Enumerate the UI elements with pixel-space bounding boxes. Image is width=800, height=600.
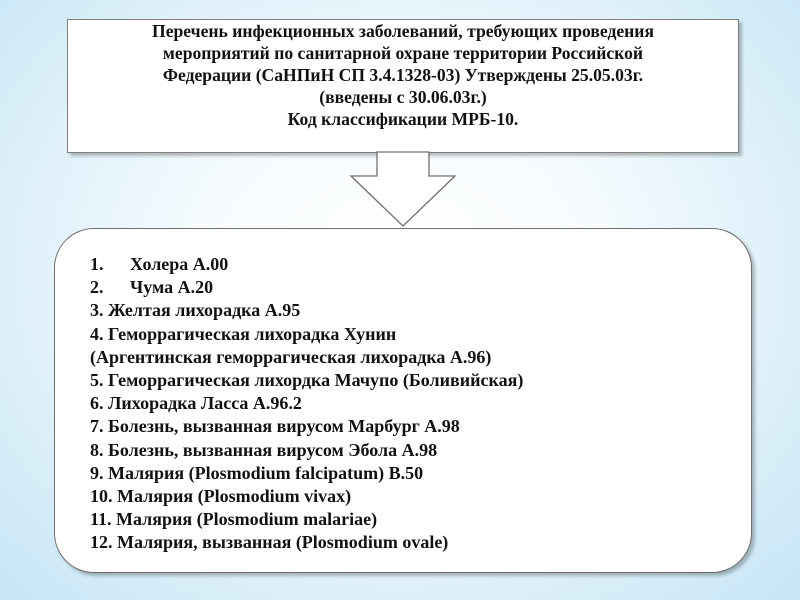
list-item: 7. Болезнь, вызванная вирусом Марбург А.98 — [90, 416, 460, 437]
list-item: 5. Геморрагическая лихордка Мачупо (Боливийская) — [90, 370, 524, 391]
list-item: (Аргентинская геморрагическая лихорадка А.96) — [90, 346, 492, 367]
list-item: 4. Геморрагическая лихорадка Хунин — [90, 323, 397, 344]
list-item: 12. Малярия, вызванная (Plosmodium ovale) — [90, 532, 449, 553]
header-line: (введены с 30.06.03г.) — [319, 87, 487, 107]
list-item-text: Холера А.00 — [130, 254, 229, 274]
list-item — [90, 253, 523, 276]
list-item: 10. Малярия (Plosmodium vivax) — [90, 486, 352, 507]
list-item — [90, 276, 523, 299]
disease-list — [90, 253, 523, 555]
down-arrow-icon — [349, 150, 457, 228]
list-item: 3. Желтая лихорадка А.95 — [90, 300, 301, 321]
header-line: Код классификации МРБ-10. — [287, 109, 519, 129]
header-box — [67, 19, 739, 153]
list-item-number: 1. — [90, 254, 104, 274]
header-line: мероприятий по санитарной охране территории Российской — [162, 43, 644, 63]
header-line: Федерации (СаНПиН СП 3.4.1328-03) Утверждены 25.05.03г. — [162, 65, 644, 85]
list-item: 9. Малярия (Plosmodium falcipatum) В.50 — [90, 462, 424, 483]
list-item-text: Чума А.20 — [130, 277, 214, 298]
list-item: 11. Малярия (Plosmodium malariae) — [90, 509, 378, 530]
header-line: Перечень инфекционных заболеваний, требующих проведения — [152, 21, 654, 41]
list-item-number: 2. — [90, 277, 104, 298]
list-item: 8. Болезнь, вызванная вирусом Эбола А.98 — [90, 439, 438, 460]
list-item: 6. Лихорадка Ласса А.96.2 — [90, 393, 302, 414]
